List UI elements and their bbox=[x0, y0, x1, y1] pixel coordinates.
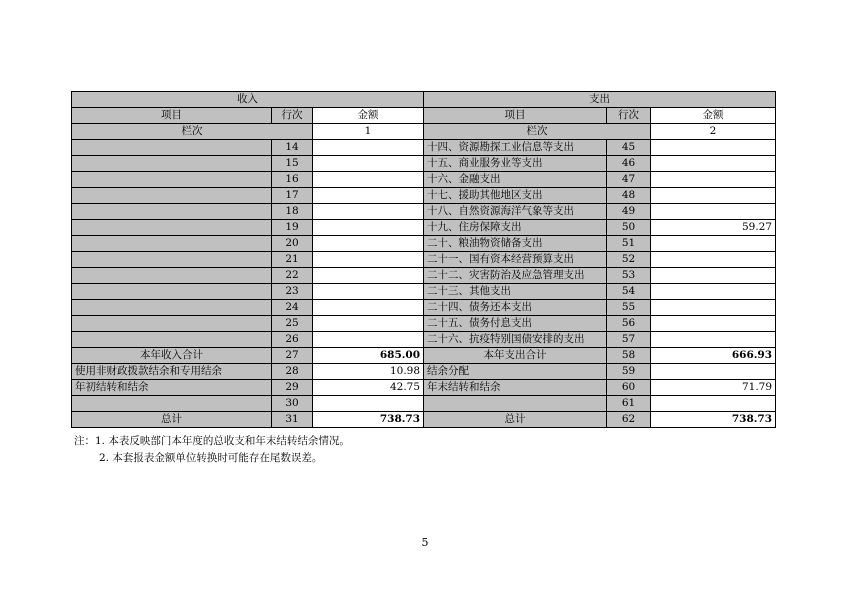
surplus-dist-amount bbox=[651, 364, 776, 380]
income-line: 14 bbox=[272, 140, 313, 156]
table-row bbox=[72, 172, 776, 188]
end-balance-amount: 71.79 bbox=[651, 380, 776, 396]
blank-expense-item bbox=[424, 396, 607, 412]
table-row bbox=[72, 332, 776, 348]
expense-amount bbox=[651, 268, 776, 284]
income-line: 17 bbox=[272, 188, 313, 204]
expense-line: 55 bbox=[607, 300, 651, 316]
income-item bbox=[72, 236, 272, 252]
table-row bbox=[72, 268, 776, 284]
expense-amount bbox=[651, 188, 776, 204]
grand-total-row bbox=[72, 412, 776, 428]
income-line: 15 bbox=[272, 156, 313, 172]
expense-item: 二十六、抗疫特别国债安排的支出 bbox=[424, 332, 607, 348]
section-header-row bbox=[72, 92, 776, 108]
income-amount bbox=[313, 156, 424, 172]
income-line: 25 bbox=[272, 316, 313, 332]
expense-amount bbox=[651, 252, 776, 268]
table-row bbox=[72, 140, 776, 156]
blank-row bbox=[72, 396, 776, 412]
income-item bbox=[72, 284, 272, 300]
expense-amount bbox=[651, 172, 776, 188]
income-item bbox=[72, 316, 272, 332]
table-row bbox=[72, 220, 776, 236]
expense-amount bbox=[651, 236, 776, 252]
nonfiscal-row bbox=[72, 364, 776, 380]
nonfiscal-line: 28 bbox=[272, 364, 313, 380]
column-header-row bbox=[72, 108, 776, 124]
income-amount bbox=[313, 236, 424, 252]
income-item bbox=[72, 156, 272, 172]
income-line: 18 bbox=[272, 204, 313, 220]
income-amount bbox=[313, 220, 424, 236]
expense-amount: 59.27 bbox=[651, 220, 776, 236]
expense-line: 54 bbox=[607, 284, 651, 300]
income-line: 22 bbox=[272, 268, 313, 284]
end-balance-label: 年末结转和结余 bbox=[424, 380, 607, 396]
expense-line: 45 bbox=[607, 140, 651, 156]
table-row bbox=[72, 236, 776, 252]
income-total-label: 本年收入合计 bbox=[72, 348, 272, 364]
income-amount bbox=[313, 268, 424, 284]
income-item bbox=[72, 252, 272, 268]
table-row bbox=[72, 252, 776, 268]
income-line: 23 bbox=[272, 284, 313, 300]
income-amount bbox=[313, 204, 424, 220]
income-line: 16 bbox=[272, 172, 313, 188]
expense-header: 支出 bbox=[424, 92, 776, 108]
blank-expense-amount bbox=[651, 396, 776, 412]
income-line: 20 bbox=[272, 236, 313, 252]
nonfiscal-label: 使用非财政拨款结余和专用结余 bbox=[72, 364, 272, 380]
expense-line: 50 bbox=[607, 220, 651, 236]
surplus-dist-label: 结余分配 bbox=[424, 364, 607, 380]
note-2: 2. 本套报表金额单位转换时可能存在尾数误差。 bbox=[99, 452, 323, 464]
income-expense-table bbox=[71, 91, 776, 428]
expense-item: 十八、自然资源海洋气象等支出 bbox=[424, 204, 607, 220]
income-item bbox=[72, 332, 272, 348]
expense-item: 二十三、其他支出 bbox=[424, 284, 607, 300]
grand-expense-label: 总计 bbox=[424, 412, 607, 428]
income-amount bbox=[313, 332, 424, 348]
table-row bbox=[72, 156, 776, 172]
grand-expense-amount: 738.73 bbox=[651, 412, 776, 428]
income-line: 26 bbox=[272, 332, 313, 348]
table-row bbox=[72, 188, 776, 204]
expense-item: 二十、粮油物资储备支出 bbox=[424, 236, 607, 252]
expense-line-header: 行次 bbox=[607, 108, 651, 124]
page-number: 5 bbox=[421, 536, 429, 549]
expense-line: 49 bbox=[607, 204, 651, 220]
income-item bbox=[72, 220, 272, 236]
income-item bbox=[72, 300, 272, 316]
income-amount bbox=[313, 284, 424, 300]
expense-amount bbox=[651, 332, 776, 348]
expense-item: 十九、住房保障支出 bbox=[424, 220, 607, 236]
expense-item: 二十二、灾害防治及应急管理支出 bbox=[424, 268, 607, 284]
surplus-dist-line: 59 bbox=[607, 364, 651, 380]
expense-line: 48 bbox=[607, 188, 651, 204]
expense-index-value: 2 bbox=[651, 124, 776, 140]
grand-income-line: 31 bbox=[272, 412, 313, 428]
begin-balance-line: 29 bbox=[272, 380, 313, 396]
income-item bbox=[72, 268, 272, 284]
blank-income-amount bbox=[313, 396, 424, 412]
income-item-header: 项目 bbox=[72, 108, 272, 124]
expense-amount-header: 金额 bbox=[651, 108, 776, 124]
expense-line: 46 bbox=[607, 156, 651, 172]
income-item bbox=[72, 140, 272, 156]
income-total-amount: 685.00 bbox=[313, 348, 424, 364]
income-line: 19 bbox=[272, 220, 313, 236]
income-total-line: 27 bbox=[272, 348, 313, 364]
income-line: 21 bbox=[272, 252, 313, 268]
expense-amount bbox=[651, 140, 776, 156]
expense-item: 二十五、债务付息支出 bbox=[424, 316, 607, 332]
income-amount bbox=[313, 140, 424, 156]
expense-item: 十七、援助其他地区支出 bbox=[424, 188, 607, 204]
grand-income-amount: 738.73 bbox=[313, 412, 424, 428]
expense-amount bbox=[651, 300, 776, 316]
income-amount bbox=[313, 188, 424, 204]
income-line: 24 bbox=[272, 300, 313, 316]
table-row bbox=[72, 284, 776, 300]
income-index-label: 栏次 bbox=[72, 124, 313, 140]
balance-row bbox=[72, 380, 776, 396]
expense-line: 51 bbox=[607, 236, 651, 252]
expense-line: 56 bbox=[607, 316, 651, 332]
expense-line: 47 bbox=[607, 172, 651, 188]
income-amount bbox=[313, 300, 424, 316]
note-1: 注：1. 本表反映部门本年度的总收支和年末结转结余情况。 bbox=[74, 435, 350, 447]
blank-income-line: 30 bbox=[272, 396, 313, 412]
income-index-value: 1 bbox=[313, 124, 424, 140]
expense-amount bbox=[651, 204, 776, 220]
expense-amount bbox=[651, 156, 776, 172]
income-total-row bbox=[72, 348, 776, 364]
table-row bbox=[72, 316, 776, 332]
income-header: 收入 bbox=[72, 92, 424, 108]
nonfiscal-amount: 10.98 bbox=[313, 364, 424, 380]
expense-item: 十六、金融支出 bbox=[424, 172, 607, 188]
expense-line: 53 bbox=[607, 268, 651, 284]
expense-amount bbox=[651, 316, 776, 332]
income-amount bbox=[313, 172, 424, 188]
expense-item: 二十四、债务还本支出 bbox=[424, 300, 607, 316]
blank-income-item bbox=[72, 396, 272, 412]
income-line-header: 行次 bbox=[272, 108, 313, 124]
blank-expense-line: 61 bbox=[607, 396, 651, 412]
table-notes bbox=[74, 433, 350, 467]
expense-line: 52 bbox=[607, 252, 651, 268]
income-item bbox=[72, 188, 272, 204]
expense-item-header: 项目 bbox=[424, 108, 607, 124]
expense-index-label: 栏次 bbox=[424, 124, 651, 140]
table-row bbox=[72, 204, 776, 220]
column-index-row bbox=[72, 124, 776, 140]
expense-total-amount: 666.93 bbox=[651, 348, 776, 364]
grand-expense-line: 62 bbox=[607, 412, 651, 428]
income-amount bbox=[313, 252, 424, 268]
grand-income-label: 总计 bbox=[72, 412, 272, 428]
income-amount-header: 金额 bbox=[313, 108, 424, 124]
end-balance-line: 60 bbox=[607, 380, 651, 396]
begin-balance-amount: 42.75 bbox=[313, 380, 424, 396]
income-item bbox=[72, 204, 272, 220]
table-row bbox=[72, 300, 776, 316]
expense-item: 十五、商业服务业等支出 bbox=[424, 156, 607, 172]
income-amount bbox=[313, 316, 424, 332]
expense-total-line: 58 bbox=[607, 348, 651, 364]
expense-total-label: 本年支出合计 bbox=[424, 348, 607, 364]
expense-amount bbox=[651, 284, 776, 300]
expense-item: 十四、资源勘探工业信息等支出 bbox=[424, 140, 607, 156]
income-item bbox=[72, 172, 272, 188]
expense-item: 二十一、国有资本经营预算支出 bbox=[424, 252, 607, 268]
expense-line: 57 bbox=[607, 332, 651, 348]
begin-balance-label: 年初结转和结余 bbox=[72, 380, 272, 396]
